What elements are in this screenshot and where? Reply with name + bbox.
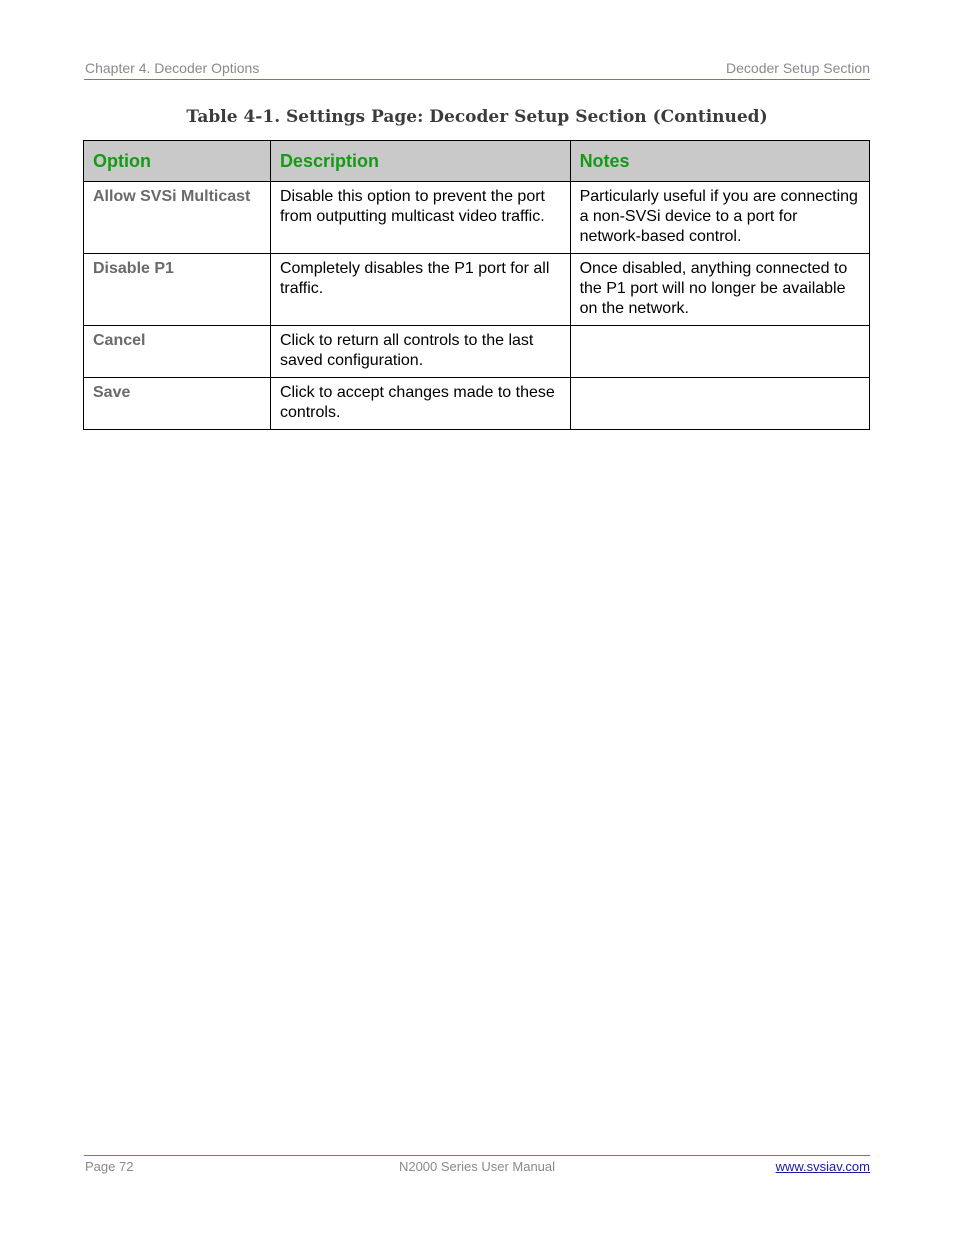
table-row <box>84 182 870 254</box>
column-header-description: Description <box>270 141 570 182</box>
notes-cell <box>570 326 869 378</box>
page-header <box>84 59 870 80</box>
manual-title: N2000 Series User Manual <box>398 1159 556 1174</box>
section-title: Decoder Setup Section <box>726 60 870 76</box>
website-link[interactable]: www.svsiav.com <box>775 1159 870 1174</box>
description-cell: Disable this option to prevent the port from outputting multicast video traffic. <box>270 182 570 254</box>
settings-table <box>83 140 870 430</box>
description-cell: Click to accept changes made to these controls. <box>270 378 570 430</box>
notes-cell: Once disabled, anything connected to the P1 port will no longer be available on the network. <box>570 254 869 326</box>
notes-cell <box>570 378 869 430</box>
chapter-title: Chapter 4. Decoder Options <box>85 60 260 76</box>
table-row <box>84 378 870 430</box>
option-cell: Allow SVSi Multicast <box>84 182 271 254</box>
column-header-notes: Notes <box>570 141 869 182</box>
option-cell: Disable P1 <box>84 254 271 326</box>
table-header-row <box>84 141 870 182</box>
table-caption: Table 4-1. Settings Page: Decoder Setup Section (Continued) <box>186 107 768 127</box>
option-cell: Save <box>84 378 271 430</box>
column-header-option: Option <box>84 141 271 182</box>
table-row <box>84 326 870 378</box>
description-cell: Click to return all controls to the last saved configuration. <box>270 326 570 378</box>
page-footer <box>84 1155 870 1176</box>
table-row <box>84 254 870 326</box>
option-cell: Cancel <box>84 326 271 378</box>
description-cell: Completely disables the P1 port for all traffic. <box>270 254 570 326</box>
page-number: Page 72 <box>85 1159 134 1174</box>
notes-cell: Particularly useful if you are connecting a non-SVSi device to a port for network-based control. <box>570 182 869 254</box>
